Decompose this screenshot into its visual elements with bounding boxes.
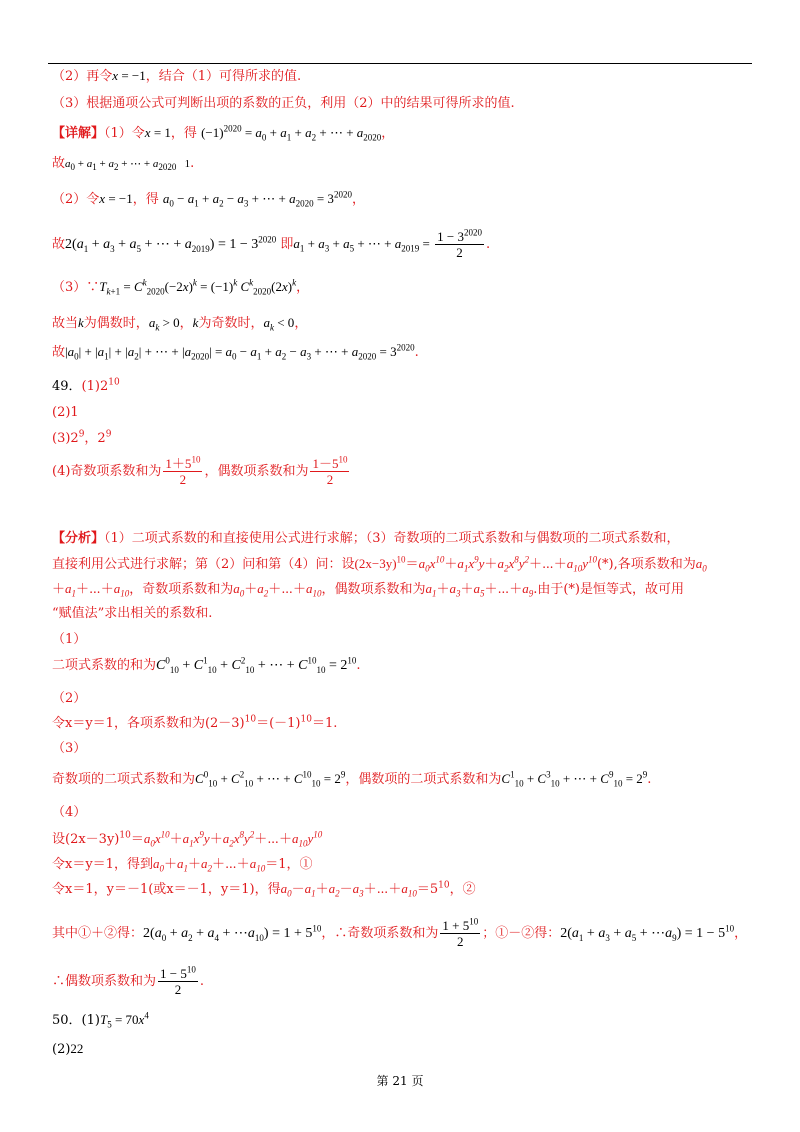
text-line: 【详解】（1）令x = 1，得 $(-1)^{2020} = a_0 + a_1 + a_2$ + ⋯ + $a_{2020}$，	[52, 123, 395, 143]
part-label: （3）	[52, 741, 87, 756]
text-line: （2）令x = −1，得 $a_0 - a_1 + a_2 - a_3$ + ⋯ + $a_{2020} = 3^{2020}$，	[52, 189, 365, 209]
text-line: （3）根据通项公式可判断出项的系数的正负，利用（2）中的结果可得所求的值.	[52, 96, 515, 111]
q50-answer-1: 50．$(1)T_5 = 70x^4$	[52, 1010, 149, 1030]
header-rule	[48, 63, 752, 64]
part-label: （1）	[52, 632, 87, 647]
part-label: （2）	[52, 691, 87, 706]
analysis-line: “赋值法”求出相关的系数和.	[52, 606, 213, 621]
text-line: ∴偶数项系数和为 $\frac{1 - 5^{10}}{2}$ .	[52, 964, 204, 997]
analysis-line: 【分析】（1）二项式系数的和直接使用公式进行求解；（3）奇数项的二项式系数和与偶数项的二项式系数和，	[52, 531, 680, 546]
text-line: 故当k为偶数时，$a_k > 0$，k为奇数时，$a_k < 0$，	[52, 315, 308, 333]
q49-answer-2: (2)1	[52, 405, 79, 420]
text-line: （2）再令x = −1，结合（1）可得所求的值.	[52, 68, 302, 84]
text-line: 故$a_0 + a_1 + a_2$ + ⋯ + $a_{2020}$ 1.	[52, 156, 195, 173]
text-line: 令x＝1，y＝－1(或x＝－1，y＝1)，得$a_0-a_1+a_2-a_3+\cdots+a_{10}=5^{10}$，②	[52, 880, 476, 899]
text-line: 设$(2x-3y)^{10}=a_0x^{10}+a_1x^9y+a_2x^8y^2+\cdots+a_{10}y^{10}$	[52, 829, 323, 849]
q49-answer-4: (4)奇数项系数和为 $\frac{1+5^{10}}{2}$ ，偶数项系数和为 $\frac{1-5^{10}}{2}$	[52, 454, 348, 487]
analysis-line: 直接利用公式进行求解；第（2）问和第（4）问：设$(2x-3y)^{10}=a_0x^{10}+a_1x^9y+a_2x^8y^2+\cdots+a_{10}y^{10}(*)$,各项系数和为$a_0$	[52, 554, 707, 574]
text-line: 二项式系数的和为$C^0_{10} + C^1_{10} + C^2_{10}$ + ⋯ + $C^{10}_{10} = 2^{10}$.	[52, 655, 361, 675]
q50-answer-2: (2)22	[52, 1041, 84, 1057]
text-line: 故$|a_0| + |a_1| + |a_2|$ + ⋯ + $|a_{2020}| = a_0 - a_1 + a_2 - a_3$ + ⋯ + $a_{2020} = 3^{2020}$.	[52, 342, 419, 362]
text-line: 故$2(a_1 + a_3 + a_5$ + ⋯ + $a_{2019}) = 1 - 3^{2020}$ 即$a_1 + a_3 + a_5$ + ⋯ + $a_{2019}$ = $\frac{1 - 3^{2020}}{2}$ .	[52, 227, 491, 260]
q49-answer-1: 49．$(1)2^{10}$	[52, 377, 120, 394]
part-label: （4）	[52, 805, 87, 820]
text-line: 其中①＋②得：$2(a_0 + a_2 + a_4$ + $\cdots a_{10}) = 1 + 5^{10}$，∴奇数项系数和为 $\frac{1 + 5^{10}}{2}$ ；①－②得：$2(a_1 + a_3 + a_5$ + $\cdots a_9) = 1 - 5^{10}$，	[52, 916, 748, 949]
text-line: 令x＝y＝1，各项系数和为$(2-3)^{10}=(-1)^{10}=1$.	[52, 714, 338, 731]
text-line: 奇数项的二项式系数和为$C^0_{10} + C^2_{10}$ + ⋯ + $C^{10}_{10} = 2^9$，偶数项的二项式系数和为$C^1_{10} + C^3_{10}$ + ⋯ + $C^9_{10} = 2^9$.	[52, 769, 652, 789]
analysis-line: $+a_1+\cdots+a_{10}$，奇数项系数和为$a_0+a_2+\cdots+a_{10}$，偶数项系数和为$a_1+a_3+a_5+\cdots+a_9$.由于(*)是恒等式，故可用	[52, 581, 684, 599]
text-line: 令x＝y＝1，得到$a_0+a_1+a_2+\cdots+a_{10}=1$，①	[52, 856, 313, 874]
page-footer: 第 21 页	[376, 1074, 424, 1088]
text-line: $(3)\because T_{k+1} = C^k_{2020}(-2x)^k = (-1)^k$ $C^k_{2020}(2x)^k$，	[52, 277, 310, 297]
q49-answer-3: $(3)2^9$，$2^9$	[52, 429, 112, 446]
